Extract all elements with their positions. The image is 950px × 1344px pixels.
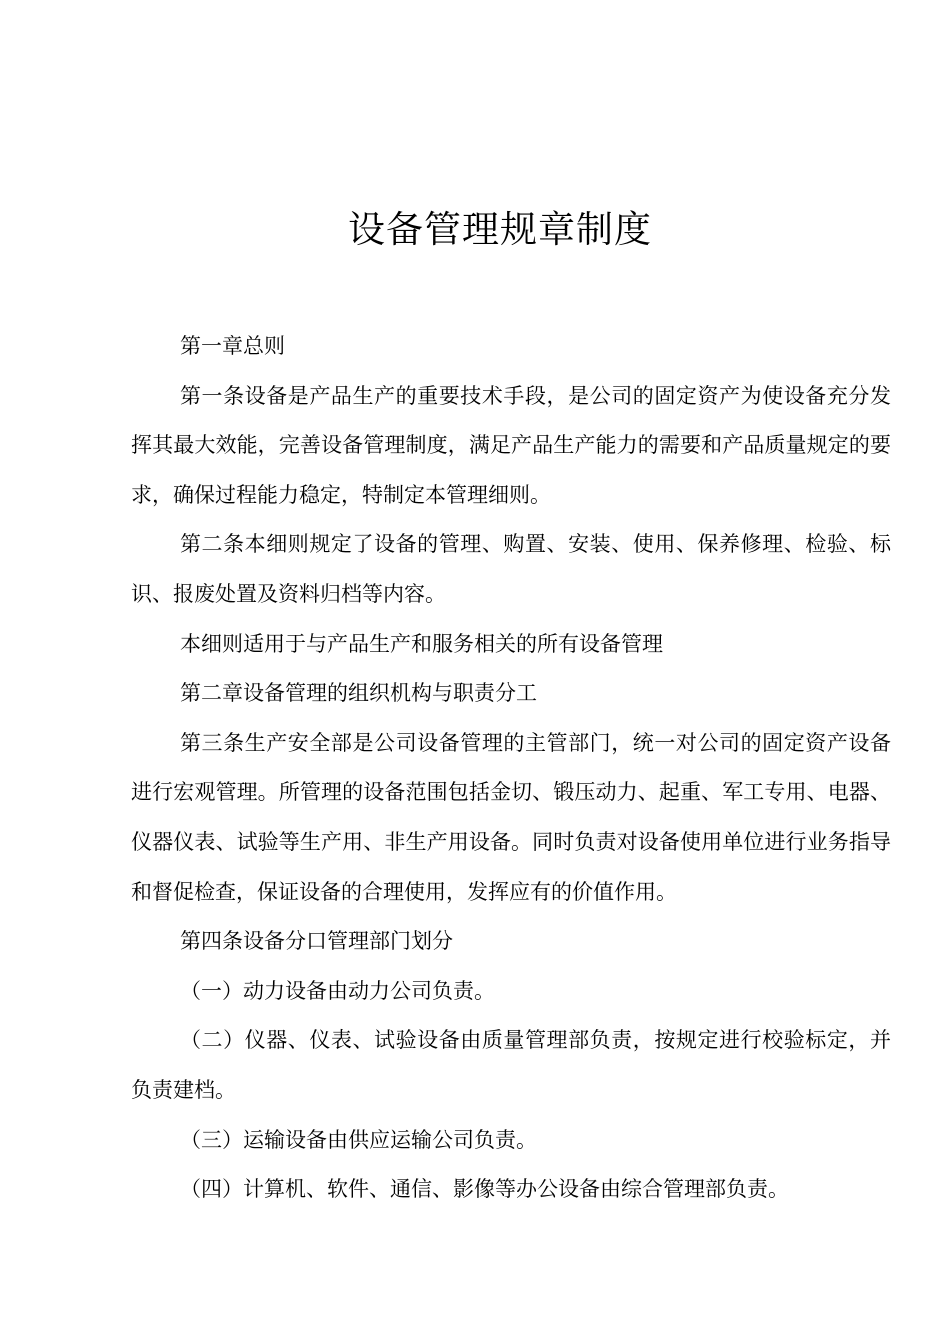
list-item: （一）动力设备由动力公司负责。 [180,978,495,1003]
list-item: （三）运输设备由供应运输公司负责。 [180,1127,537,1152]
article-paragraph: 第四条设备分口管理部门划分 [180,929,453,954]
list-item: （二）仪器、仪表、试验设备由质量管理部负责，按规定进行校验标定，并负责建档。 [131,1028,891,1102]
document-body [131,322,891,1215]
list-item: （四）计算机、软件、通信、影像等办公设备由综合管理部负责。 [180,1177,789,1202]
scope-paragraph: 本细则适用于与产品生产和服务相关的所有设备管理 [180,631,663,656]
article-paragraph: 第二条本细则规定了设备的管理、购置、安装、使用、保养修理、检验、标识、报废处置及资料归档等内容。 [131,532,891,606]
chapter-heading: 第一章总则 [180,334,285,358]
article-paragraph: 第一条设备是产品生产的重要技术手段，是公司的固定资产为使设备充分发挥其最大效能，完善设备管理制度，满足产品生产能力的需要和产品质量规定的要求，确保过程能力稳定，特制定本管理细则。 [131,383,891,507]
article-paragraph: 第三条生产安全部是公司设备管理的主管部门，统一对公司的固定资产设备进行宏观管理。所管理的设备范围包括金切、锻压动力、起重、军工专用、电器、仪器仪表、试验等生产用、非生产用设备。同时负责对设备使用单位进行业务指导和督促检查，保证设备的合理使用，发挥应有的价值作用。 [131,730,891,904]
document-title: 设备管理规章制度 [348,208,652,251]
chapter-heading: 第二章设备管理的组织机构与职责分工 [180,681,537,706]
